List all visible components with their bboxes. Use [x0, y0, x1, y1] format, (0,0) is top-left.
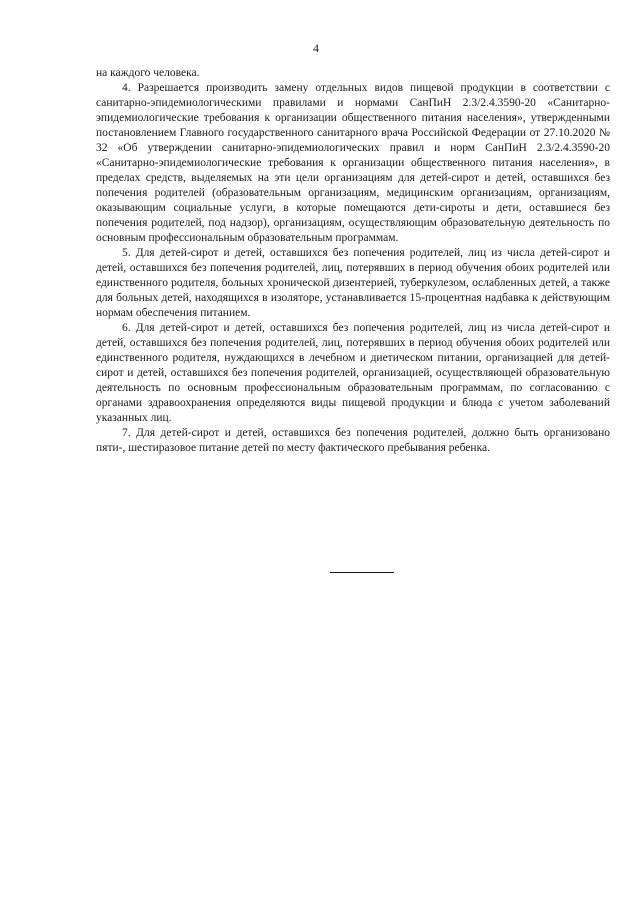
end-separator-line [330, 572, 394, 573]
paragraph-item-7: 7. Для детей-сирот и детей, оставшихся без попечения родителей, должно быть организовано пяти-, шестиразовое питание детей по месту фактического пребывания ребенка. [96, 427, 610, 454]
page-number: 4 [313, 41, 319, 55]
paragraph-item-5: 5. Для детей-сирот и детей, оставшихся без попечения родителей, лиц из числа детей-сирот и детей, оставшихся без попечения родителей, лиц, потерявших в период обучения обоих родителей или единственного родителя, больных хронической дизентерией, туберкулезом, ослабленных детей, а также для больных детей, находящихся в изоляторе, устанавливается 15-процентная надбавка к действующим нормам обеспечения питанием. [96, 247, 610, 319]
document-body [96, 66, 610, 456]
paragraph-item-4: 4. Разрешается производить замену отдельных видов пищевой продукции в соответствии с санитарно-эпидемиологическими правилами и нормами СанПиН 2.3/2.4.3590-20 «Санитарно-эпидемиологические требования к организации общественного питания населения», утвержденными постановлением Главного государственного санитарного врача Российской Федерации от 27.10.2020 № 32 «Об утверждении санитарно-эпидемиологических правил и норм СанПиН 2.3/2.4.3590-20 «Санитарно-эпидемиологические требования к организации общественного питания населения», в пределах средств, выделяемых на эти цели организациям для детей-сирот и детей, оставшихся без попечения родителей (образовательным организациям, медицинским организациям, организациям, оказывающим социальные услуги, в которые помещаются дети-сироты и дети, оставшиеся без попечения родителей, под надзор), организациям, осуществляющим образовательную деятельность по основным профессиональным образовательным программам. [96, 82, 610, 244]
paragraph-item-6: 6. Для детей-сирот и детей, оставшихся без попечения родителей, лиц из числа детей-сирот и детей, оставшихся без попечения родителей, лиц, потерявших в период обучения обоих родителей или единственного родителя, нуждающихся в лечебном и диетическом питании, организацией для детей-сирот и детей, оставшихся без попечения родителей, организацией, осуществляющей образовательную деятельность по основным профессиональным образовательным программам, по согласованию с органами здравоохранения определяются виды пищевой продукции и блюда с учетом заболеваний указанных лиц. [96, 322, 610, 424]
paragraph-continuation: на каждого человека. [96, 67, 200, 79]
